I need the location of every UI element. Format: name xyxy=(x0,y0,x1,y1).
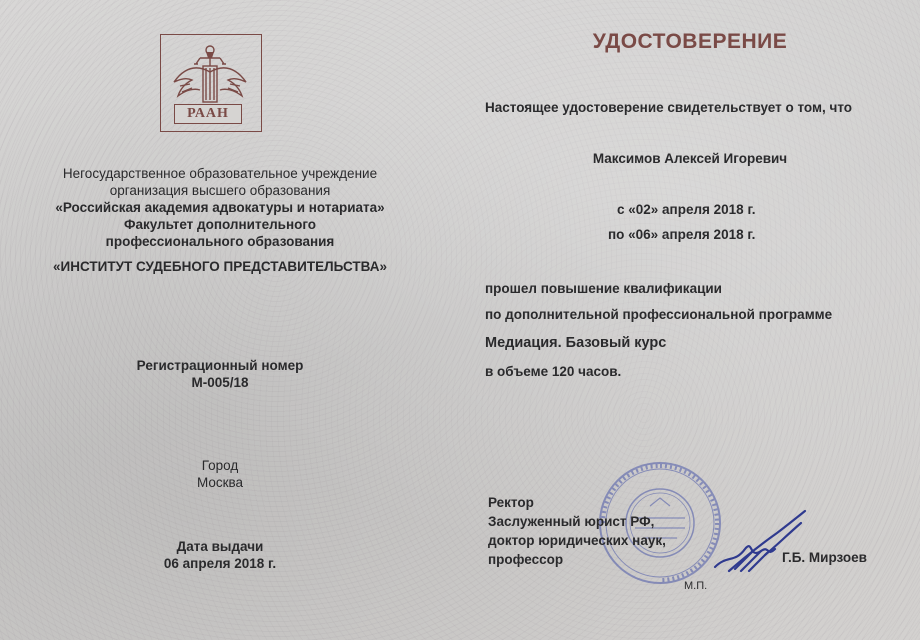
holder-name: Максимов Алексей Игоревич xyxy=(592,151,788,166)
institution-line-5: профессионального образования xyxy=(105,234,335,249)
institution-line-2: организация высшего образования xyxy=(109,183,331,198)
registration-number: М-005/18 xyxy=(191,375,249,390)
institution-line-4: Факультет дополнительного xyxy=(123,217,317,232)
academy-emblem-icon xyxy=(166,38,254,108)
academy-logo-label: РААН xyxy=(174,104,242,124)
period-from: с «02» апреля 2018 г. xyxy=(617,202,756,217)
city-label: Город xyxy=(201,458,239,473)
program-hours: в объеме 120 часов. xyxy=(485,364,622,379)
signatory-name: Г.Б. Мирзоев xyxy=(782,550,867,565)
program-name: Медиация. Базовый курс xyxy=(485,335,667,351)
registration-label: Регистрационный номер xyxy=(136,358,304,373)
seal-mark-text: М.П. xyxy=(684,580,708,592)
statement-text: Настоящее удостоверение свидетельствует о том, что xyxy=(485,100,853,115)
institution-line-6: «ИНСТИТУТ СУДЕБНОГО ПРЕДСТАВИТЕЛЬСТВА» xyxy=(53,259,387,274)
institution-line-3: «Российская академия адвокатуры и нотариата» xyxy=(55,200,385,215)
city-value: Москва xyxy=(196,475,244,490)
signatory-title-3: профессор xyxy=(488,552,564,567)
signatory-role: Ректор xyxy=(488,495,534,510)
signatory-title-2: доктор юридических наук, xyxy=(488,533,666,548)
institution-line-1: Негосударственное образовательное учреждение xyxy=(62,166,378,181)
signatory-title-1: Заслуженный юрист РФ, xyxy=(488,514,655,529)
period-to: по «06» апреля 2018 г. xyxy=(608,227,756,242)
course-line-2: по дополнительной профессиональной программе xyxy=(485,307,833,322)
document-title: УДОСТОВЕРЕНИЕ xyxy=(592,30,788,53)
issue-date-label: Дата выдачи xyxy=(176,539,264,554)
course-line-1: прошел повышение квалификации xyxy=(485,281,722,296)
issue-date-value: 06 апреля 2018 г. xyxy=(163,556,277,571)
handwritten-signature-icon xyxy=(705,505,815,580)
